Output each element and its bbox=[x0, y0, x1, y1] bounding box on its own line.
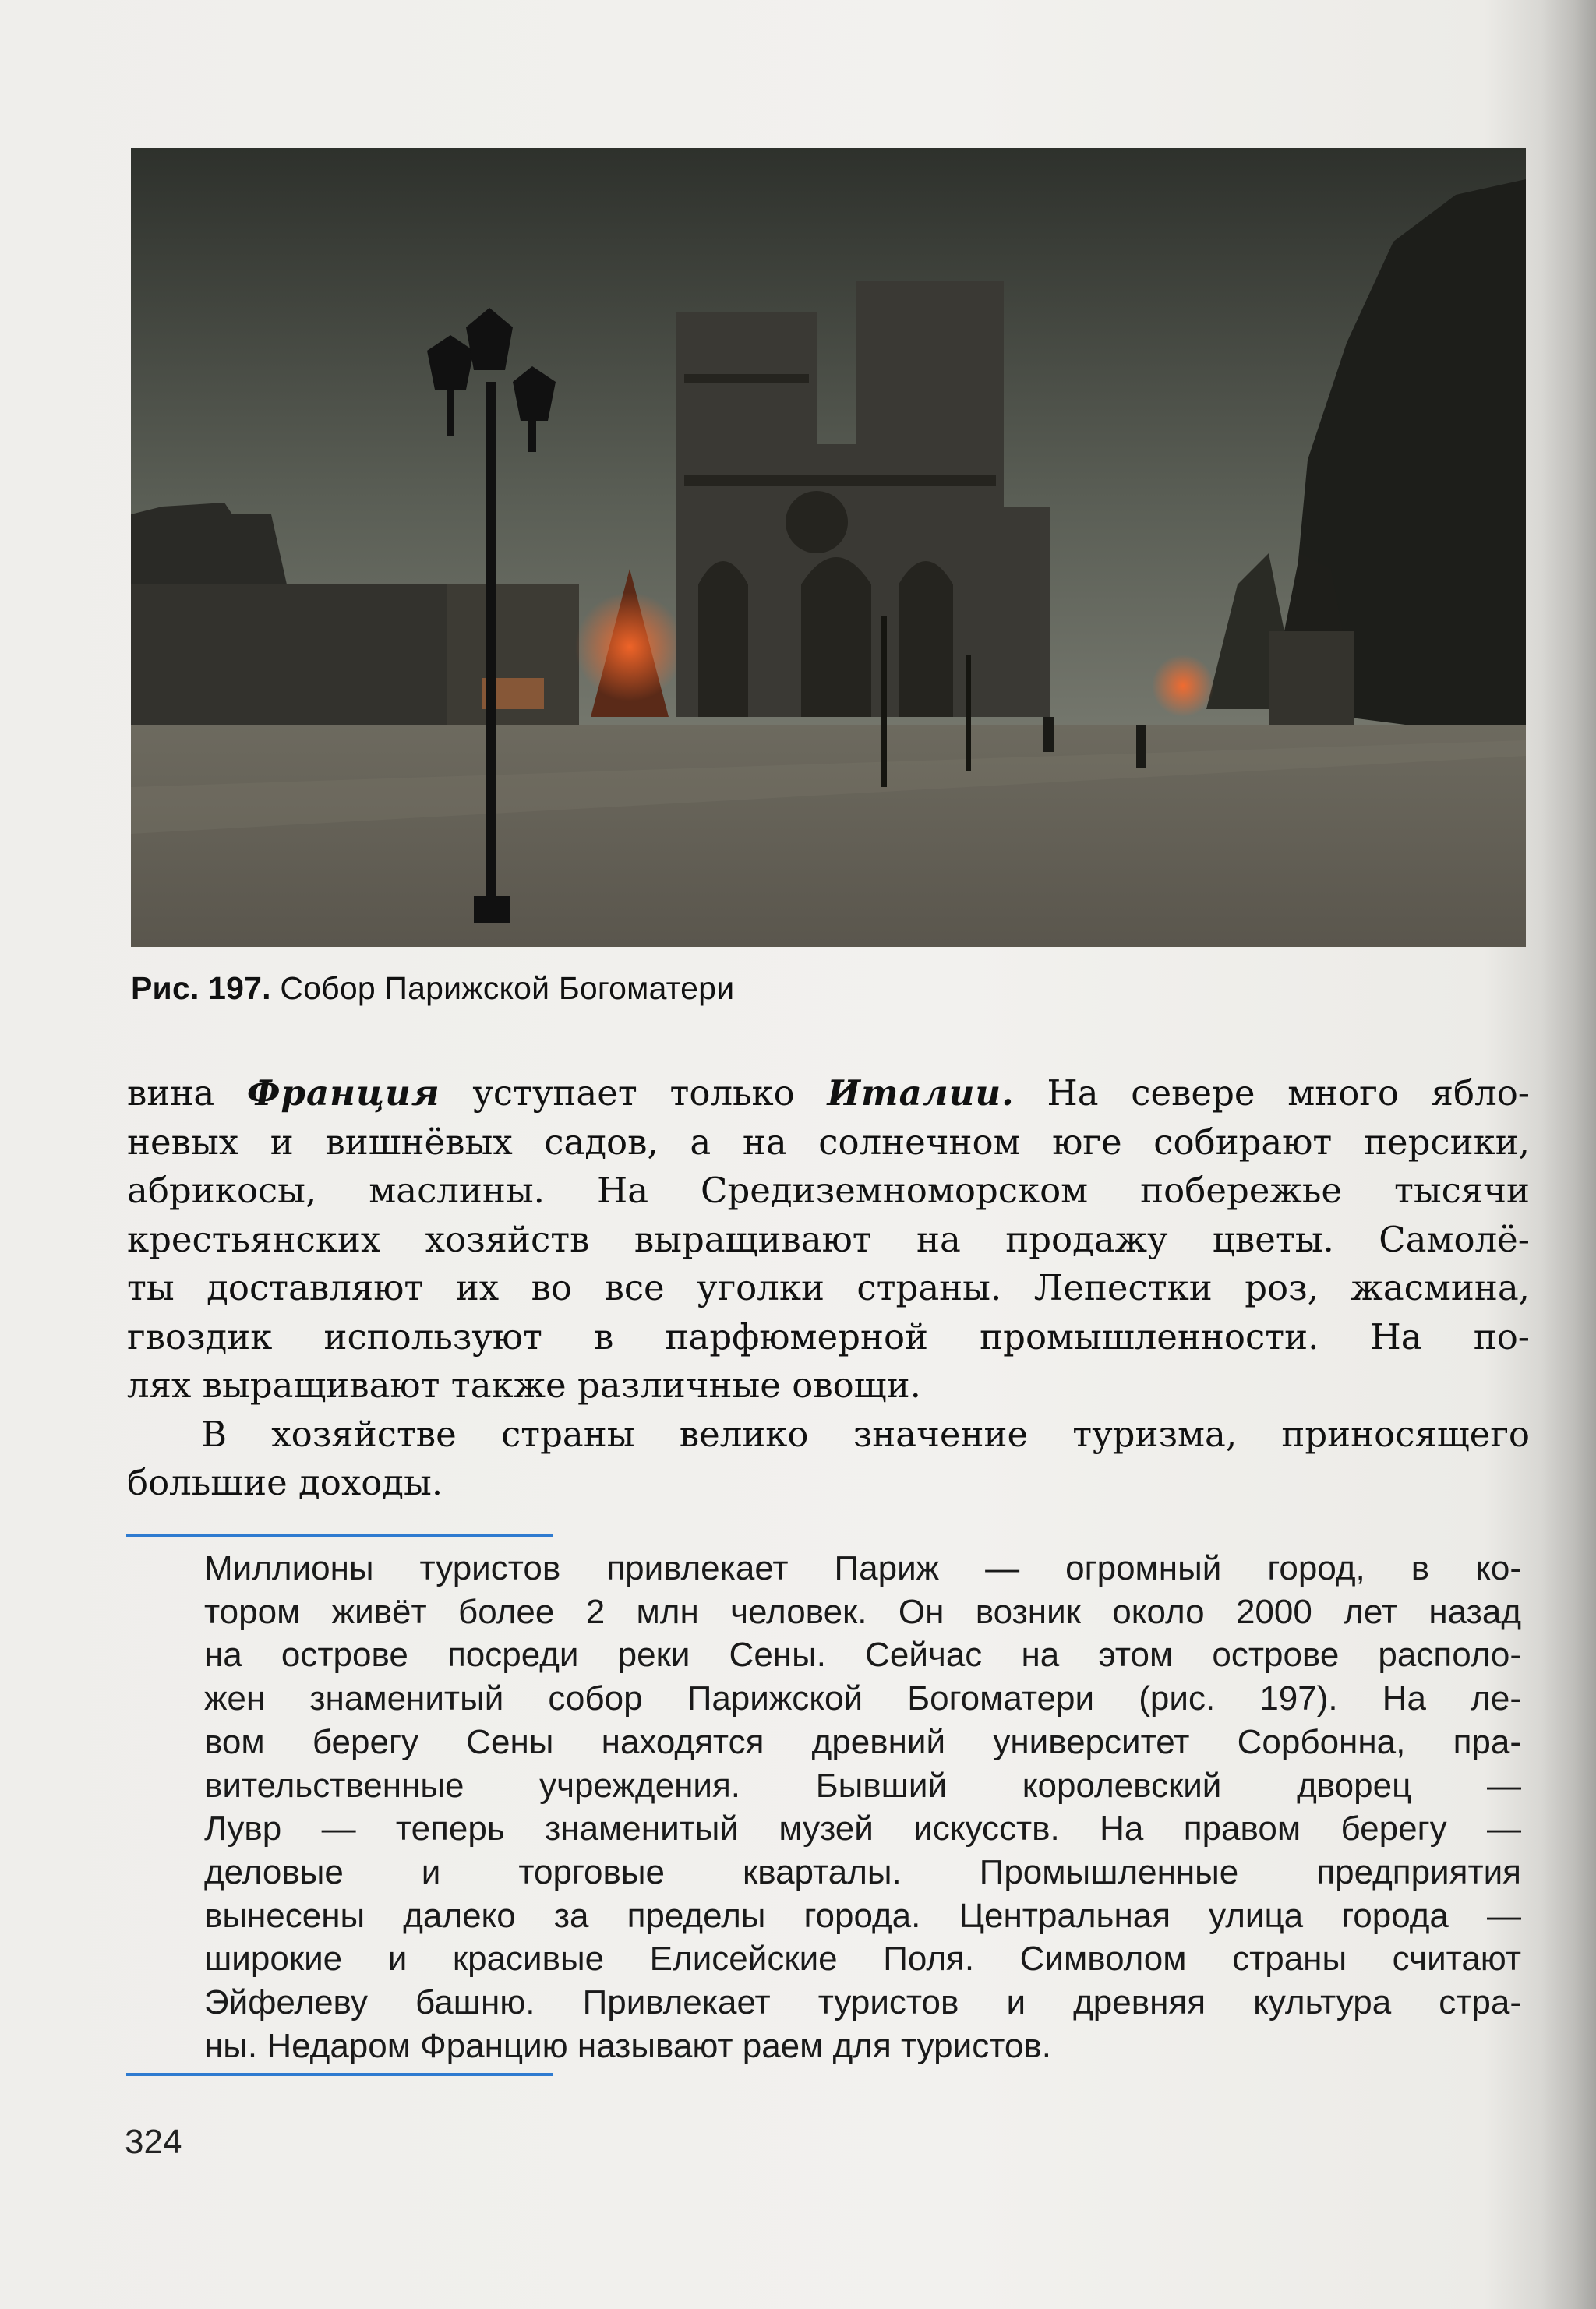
notre-dame-photo bbox=[131, 148, 1526, 947]
paris-info-box bbox=[204, 1547, 1521, 2067]
box-line-7: Лувр — теперь знаменитый музей искусств. На правом берегу — bbox=[204, 1809, 1521, 1848]
body-paragraphs bbox=[127, 1069, 1530, 1508]
box-top-rule bbox=[126, 1534, 553, 1537]
body-line-8: В хозяйстве страны велико значение туризма, приносящего bbox=[201, 1413, 1530, 1455]
body-line-1: вина Франция уступает только Италии. На севере много ябло- bbox=[127, 1072, 1531, 1114]
page-number: 324 bbox=[125, 2123, 182, 2161]
body-line-4: крестьянских хозяйств выращивают на продажу цветы. Самолё- bbox=[127, 1218, 1530, 1260]
body-line-9: большие доходы. bbox=[127, 1462, 443, 1503]
page-edge-shadow bbox=[1541, 0, 1596, 2309]
body-line-7: лях выращивают также различные овощи. bbox=[127, 1365, 921, 1406]
emphasis-italy: Италии. bbox=[827, 1072, 1015, 1114]
box-bottom-rule bbox=[126, 2073, 553, 2076]
box-line-6: вительственные учреждения. Бывший королевский дворец — bbox=[204, 1766, 1521, 1805]
box-line-3: на острове посреди реки Сены. Сейчас на этом острове располо- bbox=[204, 1636, 1521, 1675]
body-line-6: гвоздик используют в парфюмерной промышленности. На по- bbox=[127, 1315, 1530, 1358]
box-line-12: ны. Недаром Францию называют раем для туристов. bbox=[204, 2026, 1051, 2065]
box-line-2: тором живёт более 2 млн человек. Он возник около 2000 лет назад bbox=[204, 1592, 1521, 1631]
box-line-10: широкие и красивые Елисейские Поля. Символом страны считают bbox=[204, 1940, 1521, 1979]
body-line-2: невых и вишнёвых садов, а на солнечном юге собирают персики, bbox=[127, 1121, 1530, 1163]
emphasis-france: Франция bbox=[246, 1072, 440, 1114]
box-line-9: вынесены далеко за пределы города. Центральная улица города — bbox=[204, 1896, 1521, 1935]
figure-caption bbox=[131, 970, 734, 1007]
box-line-11: Эйфелеву башню. Привлекает туристов и древняя культура стра- bbox=[204, 1983, 1521, 2022]
box-line-1: Миллионы туристов привлекает Париж — огромный город, в ко- bbox=[204, 1549, 1521, 1587]
box-line-8: деловые и торговые кварталы. Промышленные предприятия bbox=[204, 1852, 1521, 1891]
box-line-4: жен знаменитый собор Парижской Богоматери (рис. 197). На ле- bbox=[204, 1679, 1521, 1718]
figure-label: Рис. 197. bbox=[131, 970, 271, 1006]
body-line-5: ты доставляют их во все уголки страны. Лепестки роз, жасмина, bbox=[127, 1267, 1530, 1308]
box-line-5: вом берегу Сены находятся древний университет Сорбонна, пра- bbox=[204, 1722, 1521, 1761]
body-line-3: абрикосы, маслины. На Средиземноморском побережье тысячи bbox=[127, 1170, 1530, 1211]
figure-title: Собор Парижской Богоматери bbox=[280, 970, 735, 1006]
